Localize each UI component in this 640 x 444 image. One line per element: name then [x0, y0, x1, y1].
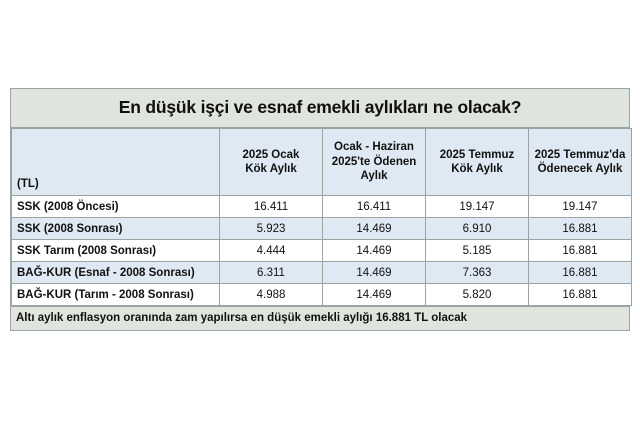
row-label: SSK (2008 Sonrası) — [12, 218, 220, 240]
cell-value: 16.881 — [529, 284, 632, 306]
card-title-bar — [11, 89, 629, 128]
cell-value: 5.820 — [426, 284, 529, 306]
cell-value: 16.881 — [529, 218, 632, 240]
cell-value: 6.311 — [220, 262, 323, 284]
row-label: SSK Tarım (2008 Sonrası) — [12, 240, 220, 262]
cell-value: 7.363 — [426, 262, 529, 284]
pension-table — [11, 128, 632, 306]
cell-value: 6.910 — [426, 218, 529, 240]
column-header-2025-temmuz-odenecek-aylik — [529, 129, 632, 196]
row-label: BAĞ-KUR (Esnaf - 2008 Sonrası) — [12, 262, 220, 284]
pension-table-card — [10, 88, 630, 331]
column-header-line: 2025 Ocak — [242, 148, 300, 161]
cell-value: 16.881 — [529, 240, 632, 262]
column-header-line: 2025 Temmuz'da — [534, 148, 626, 161]
table-header — [12, 129, 632, 196]
cell-value: 16.411 — [220, 196, 323, 218]
cell-value: 14.469 — [323, 240, 426, 262]
cell-value: 14.469 — [323, 262, 426, 284]
cell-value: 5.923 — [220, 218, 323, 240]
table-row — [12, 240, 632, 262]
table-row — [12, 196, 632, 218]
cell-value: 14.469 — [323, 218, 426, 240]
table-row — [12, 218, 632, 240]
cell-value: 4.988 — [220, 284, 323, 306]
cell-value: 16.881 — [529, 262, 632, 284]
table-row — [12, 262, 632, 284]
column-header-ocak-haziran-odenen — [323, 129, 426, 196]
cell-value: 19.147 — [529, 196, 632, 218]
column-header-line: 2025'te Ödenen — [331, 155, 417, 168]
column-header-line: Ödenecek Aylık — [537, 163, 623, 175]
cell-value: 19.147 — [426, 196, 529, 218]
table-row — [12, 284, 632, 306]
column-header-line: Kök Aylık — [451, 163, 503, 175]
footer-note: Altı aylık enflasyon oranında zam yapılırsa en düşük emekli aylığı 16.881 TL olacak — [11, 306, 629, 330]
column-header-unit: (TL) — [12, 129, 220, 196]
cell-value: 16.411 — [323, 196, 426, 218]
cell-value: 4.444 — [220, 240, 323, 262]
column-header-line: Ocak - Haziran — [334, 141, 414, 154]
row-label: BAĞ-KUR (Tarım - 2008 Sonrası) — [12, 284, 220, 306]
table-header-row — [12, 129, 632, 196]
table-body — [12, 196, 632, 306]
column-header-2025-temmuz-kok-aylik — [426, 129, 529, 196]
column-header-2025-ocak-kok-aylik — [220, 129, 323, 196]
row-label: SSK (2008 Öncesi) — [12, 196, 220, 218]
cell-value: 5.185 — [426, 240, 529, 262]
column-header-line: Kök Aylık — [245, 163, 297, 175]
column-header-line: 2025 Temmuz — [439, 148, 515, 161]
page-title: En düşük işçi ve esnaf emekli aylıkları ne olacak? — [118, 97, 522, 117]
column-header-line: Aylık — [360, 170, 388, 183]
cell-value: 14.469 — [323, 284, 426, 306]
